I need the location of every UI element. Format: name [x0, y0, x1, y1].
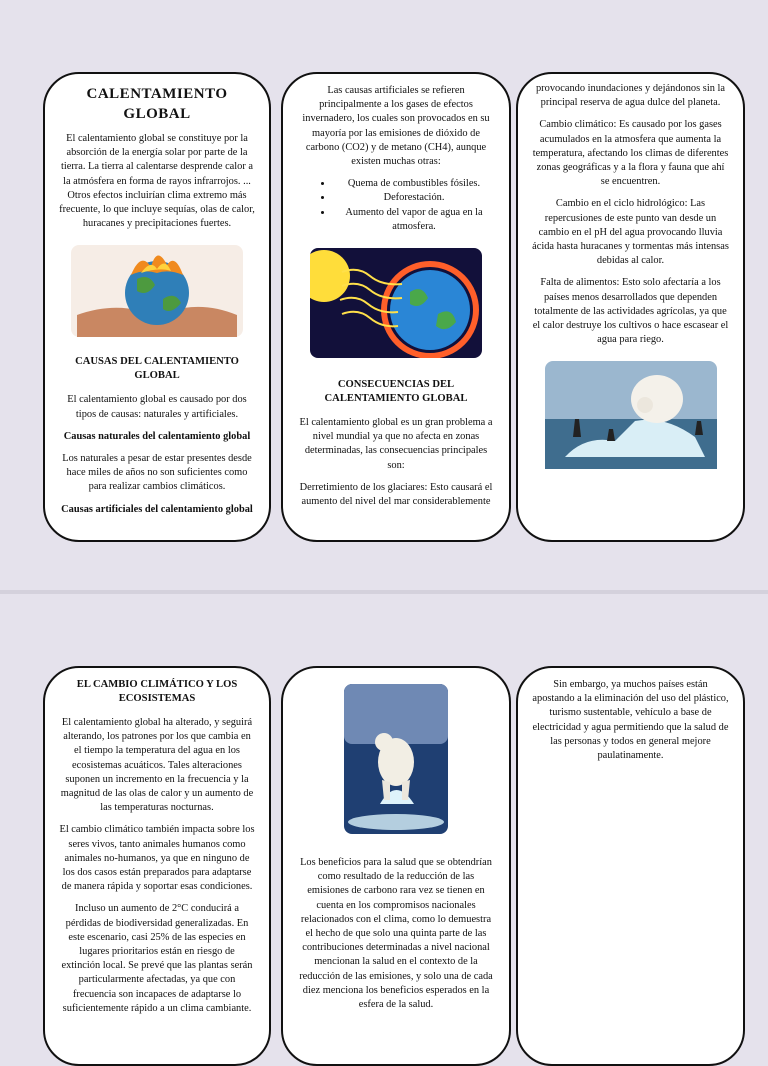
- consequences-heading: CONSECUENCIAS DEL CALENTAMIENTO GLOBAL: [324, 379, 468, 405]
- ecosystems-heading: EL CAMBIO CLIMÁTICO Y LOS ECOSISTEMAS: [76, 679, 238, 704]
- polar-bear-iceberg-image: [545, 361, 717, 469]
- list-item: • Quema de combustibles fósiles.: [333, 177, 495, 191]
- causes-heading: CAUSAS DEL CALENTAMIENTO GLOBAL: [75, 356, 239, 382]
- page-2: [0, 594, 768, 1024]
- ecosystems-p3: Incluso un aumento de 2°C conducirá a pérdidas de biodiversidad generalizadas. En este escenario, casi 25% de las especies en lugares prioritarios están en riesgo de extinción local. Se prevé que las plantas serán particularmente afectadas, ya que con frecuencia son incapaces de adaptarse lo suficientemente rápido a un clima cambiante.: [61, 903, 253, 1014]
- list-item: • Aumento del vapor de agua en la atmosfera.: [333, 206, 495, 234]
- natural-causes-text: Los naturales a pesar de estar presentes desde hace miles de años no son suficientes como para realizar cambios climáticos.: [62, 453, 252, 493]
- sun-earth-greenhouse-image: [310, 248, 482, 358]
- panel-1: [43, 72, 271, 542]
- improvement-text: Sin embargo, ya muchos países están apostando a la eliminación del uso del plástico, turismo sustentable, vehículo a base de electricidad y agua permitiendo que la salud de las personas y todos en general mejore paulatinamente.: [532, 679, 729, 762]
- doc-title: CALENTAMIENTO GLOBAL: [86, 86, 228, 122]
- artificial-causes-intro: Las causas artificiales se refieren principalmente a los gases de efectos invernadero, los cuales son provocados en su mayoría por las emisiones de dióxido de carbono (CO2) y de metano (CH4), aunque existen muchas otras:: [302, 85, 490, 168]
- panel-3: [516, 72, 745, 542]
- climate-change-text: Cambio climático: Es causado por los gases acumulados en la atmosfera que aumenta la temperatura, afectando los climas de diferentes zonas geográficas y a la flora y fauna que ahí se encuentren.: [532, 119, 729, 188]
- health-benefits-text: Los beneficios para la salud que se obtendrían como resultado de la reducción de las emisiones de carbono rara vez se tienen en cuenta en los compromisos nacionales relacionados con el clima, como lo demuestra el hecho de que solo una quinta parte de las contribuciones determinadas a nivel nacional mencionan la salud en el contexto de la reducción de las emisiones, y solo una de cada diez menciona los beneficios esperados en la esfera de la salud.: [299, 857, 493, 1011]
- food-shortage-text: Falta de alimentos: Esto solo afectaría a los países menos desarrollados que dependen totalmente de las actividades agrícolas, ya que el calor destruye los cultivos o hace escasear el agua para riego.: [532, 277, 729, 346]
- natural-causes-heading: Causas naturales del calentamiento global: [63, 430, 251, 442]
- causes-list: [297, 177, 495, 234]
- glaciers-text: Derretimiento de los glaciares: Esto causará el aumento del nivel del mar considerablemente: [299, 481, 493, 508]
- panel-5: [281, 666, 511, 1066]
- list-item: • Deforestación.: [333, 191, 495, 205]
- panel-6: [516, 666, 745, 1066]
- polar-bear-small-ice-image: [344, 684, 448, 834]
- ecosystems-p1: El calentamiento global ha alterado, y seguirá alterando, los patrones por los que cambia en el tiempo la temperatura del agua en los ecosistemas acuáticos. Tales alteraciones suponen un incremento en la frecuencia y la magnitud de las olas de calor y un aumento de las temperaturas nocturnas.: [60, 717, 254, 814]
- panel-4: [43, 666, 271, 1066]
- hydro-cycle-text: Cambio en el ciclo hidrológico: Las repercusiones de este punto van desde un cambio en el pH del agua provocando lluvia ácida hasta huracanes y tormentas más intensas debidas al calor.: [532, 198, 729, 267]
- causes-text: El calentamiento global es causado por dos tipos de causas: naturales y artificiales.: [67, 394, 247, 420]
- ecosystems-p2: El cambio climático también impacta sobre los seres vivos, tanto animales humanos como animales no-humanos, ya que en ninguno de los dos casos están preparados para adaptarse de manera rápida y soportar esas condiciones.: [59, 824, 255, 893]
- artificial-causes-heading: Causas artificiales del calentamiento global: [61, 503, 253, 515]
- intro-paragraph: El calentamiento global se constituye por la absorción de la energía solar por parte de la tierra. La tierra al calentarse desprende calor a la atmósfera en forma de rayos infrarrojos. ... Otros efectos incluirían clima extremo más frecuente, lo que incluye sequías, olas de calor, huracanes y precipitaciones fuertes.: [59, 133, 255, 230]
- burning-earth-in-hands-image: [71, 245, 243, 337]
- panel-2: [281, 72, 511, 542]
- continuation-text: provocando inundaciones y dejándonos sin la principal reserva de agua dulce del planeta.: [535, 83, 725, 109]
- consequences-text: El calentamiento global es un gran problema a nivel mundial ya que no afecta en zonas determinadas, las consecuencias principales son:: [299, 417, 493, 471]
